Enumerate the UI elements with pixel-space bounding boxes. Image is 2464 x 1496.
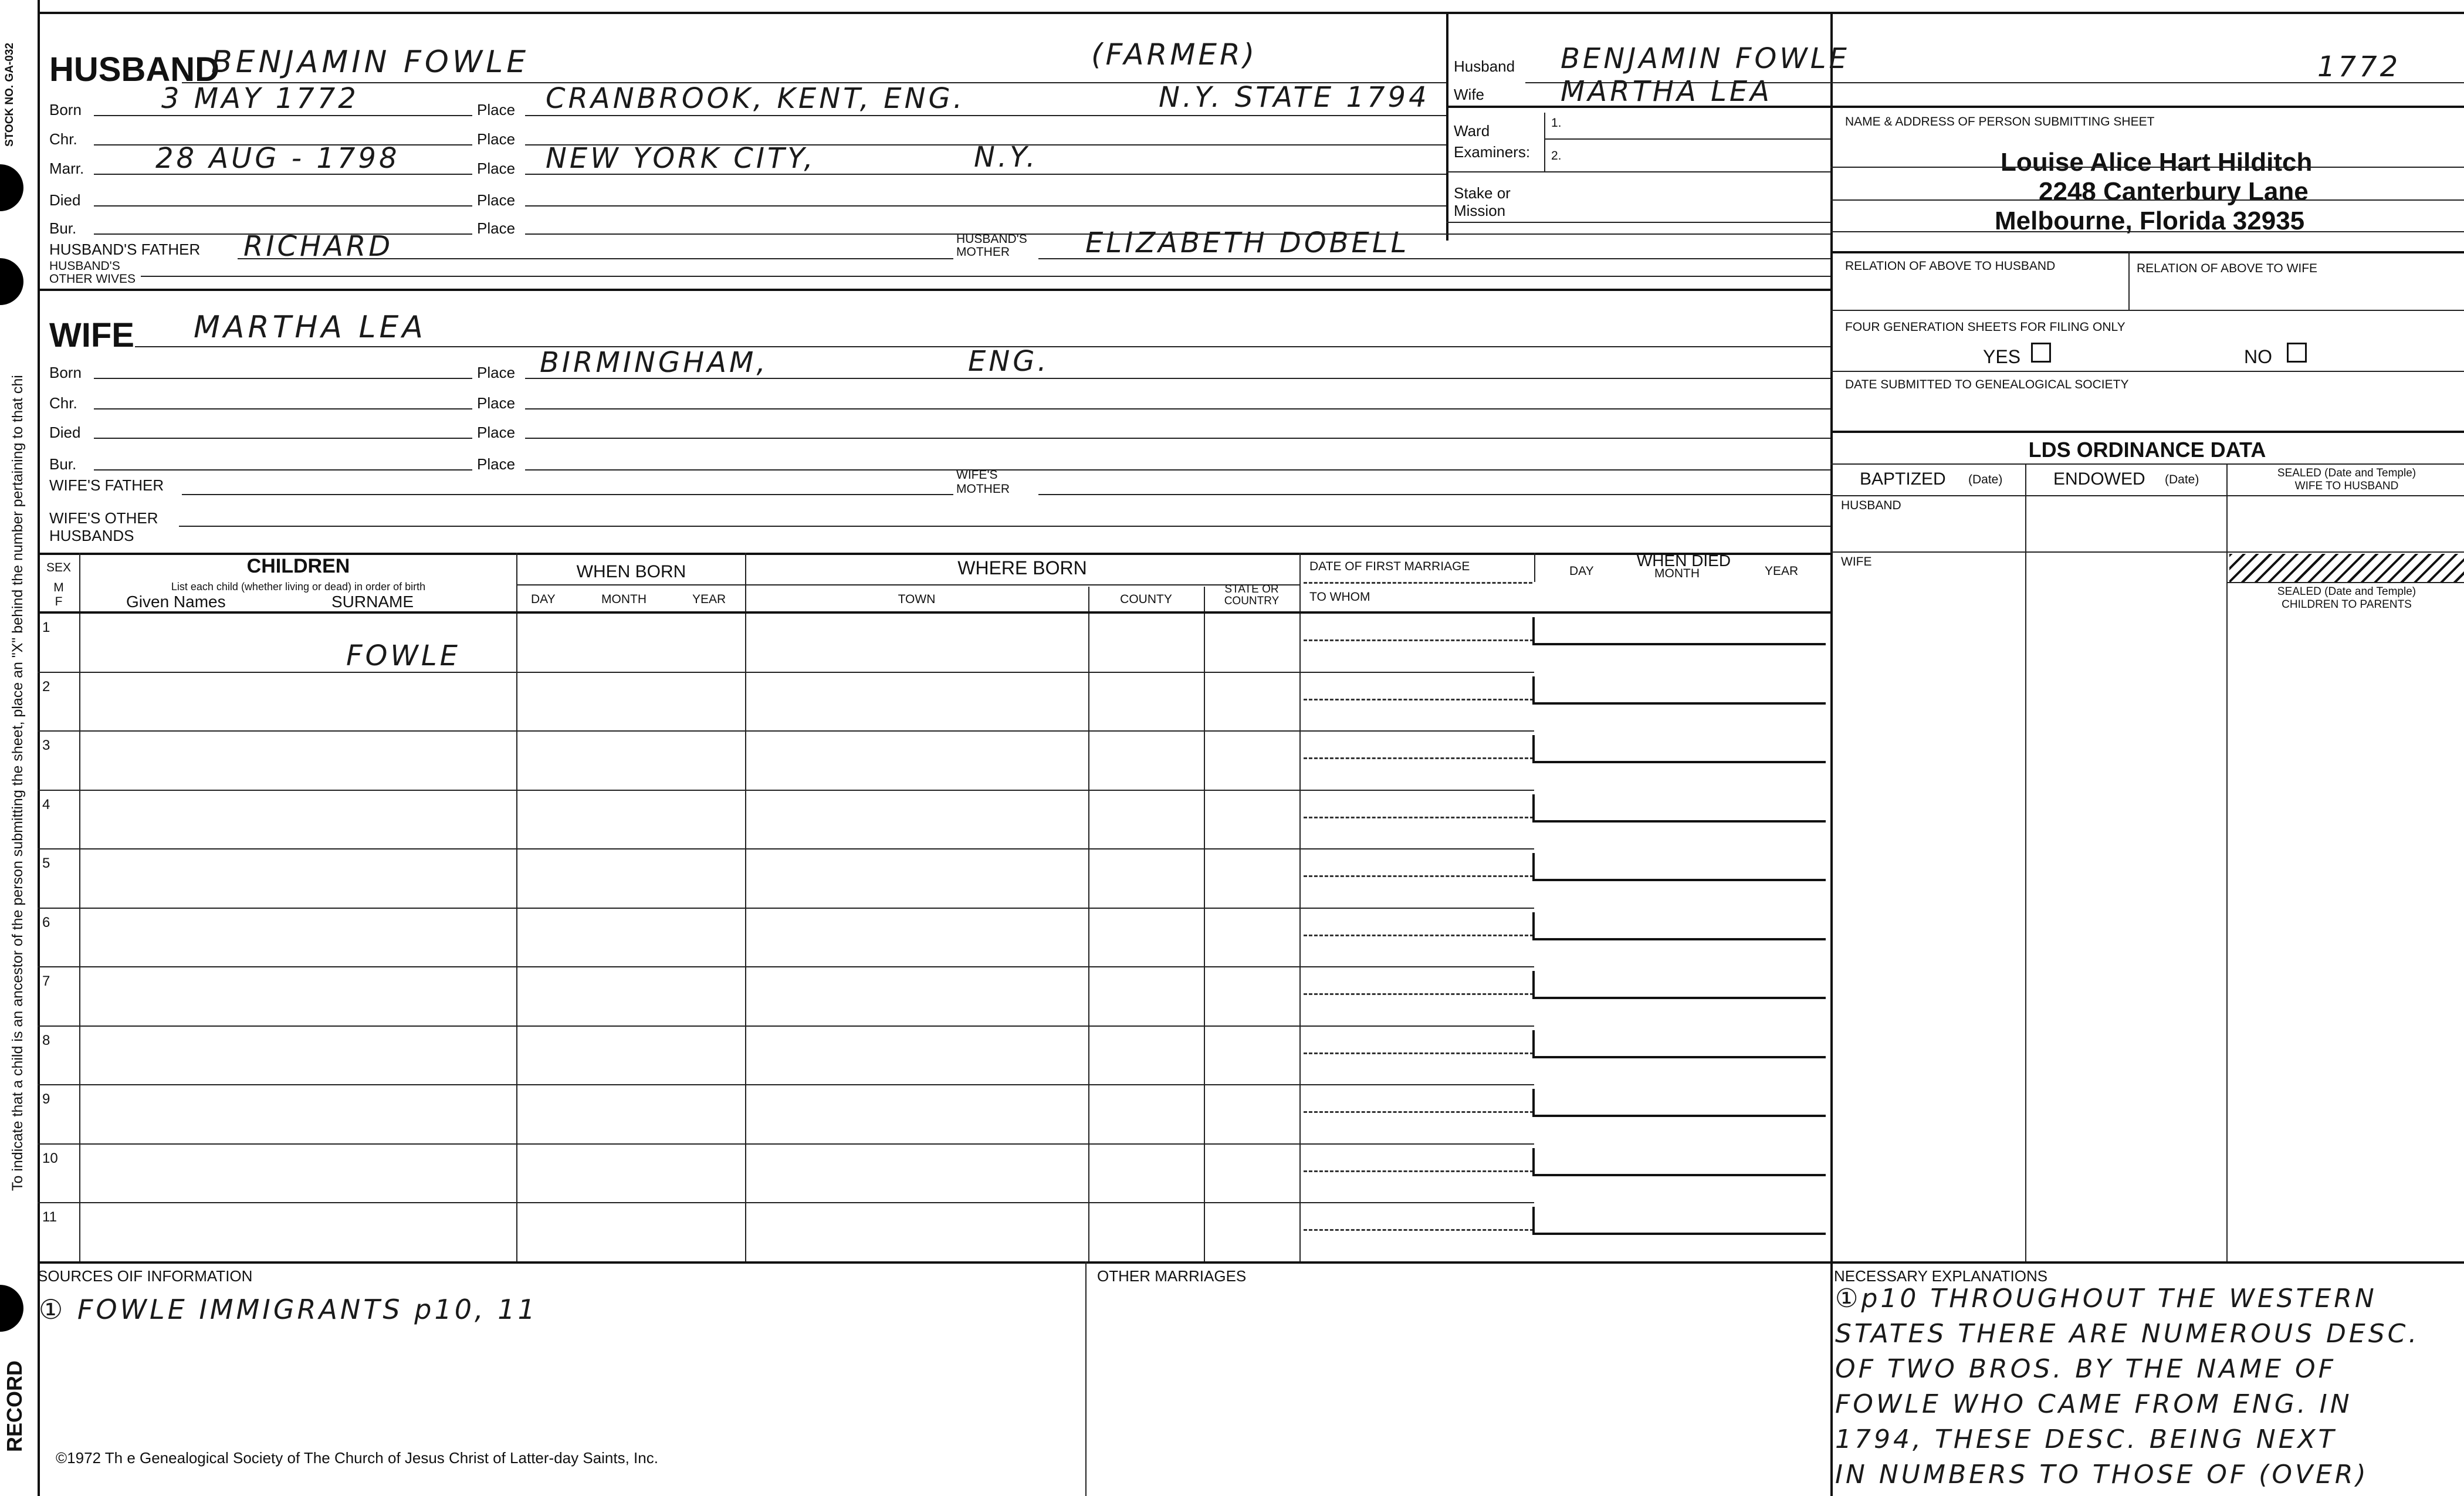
child-row-line: [38, 672, 1534, 673]
relation-bottom: [1830, 310, 2464, 311]
child-death-field[interactable]: [1532, 735, 1826, 763]
child-row-number: 6: [42, 915, 50, 930]
husband-born-date: 3 MAY 1772: [161, 82, 359, 115]
child-row-line: [38, 730, 1534, 732]
record-side-label: RECORD: [2, 1360, 26, 1452]
child-death-field[interactable]: [1532, 1148, 1826, 1176]
other-marriages-label: OTHER MARRIAGES: [1097, 1267, 1247, 1285]
explanation-line-1: ①p10 THROUGHOUT THE WESTERN: [1835, 1284, 2377, 1314]
place-label: Place: [477, 455, 516, 473]
place-label: Place: [477, 394, 516, 412]
wife-born-place-line: [525, 378, 1830, 379]
lds-wife-label: WIFE: [1841, 555, 1872, 568]
child-row-number: 1: [42, 620, 50, 635]
child-row-line: [38, 1202, 1534, 1203]
place-label: Place: [477, 424, 516, 441]
born-month-header: MONTH: [601, 593, 647, 606]
place-label: Place: [477, 219, 516, 237]
sealed-wife-label-1: SEALED (Date and Temple): [2277, 467, 2416, 479]
punch-hole-top: [0, 164, 23, 211]
wifes-mother-line: [1038, 494, 1830, 495]
examiner-1-line: [1544, 138, 1830, 140]
born-day-header: DAY: [531, 593, 556, 606]
wife-name: MARTHA LEA: [194, 310, 427, 345]
lds-header-line: [1830, 495, 2464, 496]
husband-heading: HUSBAND: [49, 50, 219, 89]
husband-marr-line: [94, 174, 472, 175]
endowed-label: ENDOWED: [2053, 469, 2145, 489]
husbands-other-wives-label-2: OTHER WIVES: [49, 272, 136, 286]
no-label: NO: [2244, 346, 2272, 367]
child-row-number: 5: [42, 855, 50, 871]
explanation-line-2: STATES THERE ARE NUMEROUS DESC.: [1835, 1319, 2420, 1349]
submitter-city: Melbourne, Florida 32935: [1995, 207, 2305, 235]
children-header-bottom: [38, 611, 1830, 614]
wife-bur-label: Bur.: [49, 455, 77, 473]
baptized-date-label: (Date): [1968, 473, 2003, 486]
examiners-label: Examiners:: [1454, 143, 1531, 161]
child-row-number: 10: [42, 1150, 58, 1166]
husband-born-line: [94, 115, 472, 116]
husbands-father-label: HUSBAND'S FATHER: [49, 241, 201, 258]
children-col-town: [1088, 587, 1089, 1263]
four-gen-bottom: [1830, 371, 2464, 372]
relation-divider: [2128, 251, 2130, 310]
children-title: CHILDREN: [246, 555, 350, 577]
examiner-2-line: [1446, 171, 1830, 172]
sealed-children-label-1: SEALED (Date and Temple): [2277, 585, 2416, 598]
yes-label: YES: [1983, 346, 2021, 367]
born-year-header: YEAR: [692, 593, 726, 606]
right-husband-year: 1772: [2317, 50, 2401, 83]
husband-marr-date: 28 AUG - 1798: [155, 142, 400, 175]
sources-text: ① FOWLE IMMIGRANTS p10, 11: [39, 1294, 538, 1325]
child-death-field[interactable]: [1532, 794, 1826, 823]
wifes-father-line: [182, 494, 953, 495]
stake-line: [1446, 222, 1830, 223]
sealed-children-label-2: CHILDREN TO PARENTS: [2282, 598, 2412, 611]
child-row-number: 9: [42, 1091, 50, 1107]
husband-marr-place-line: [525, 174, 1446, 175]
date-submitted-bottom: [1830, 431, 2464, 433]
child-row-line: [38, 790, 1534, 791]
husband-marr-state: N.Y.: [974, 141, 1038, 174]
right-wife-label: Wife: [1454, 86, 1484, 103]
child-row-line: [38, 1025, 1534, 1027]
husbands-mother: ELIZABETH DOBELL: [1085, 226, 1410, 259]
sex-header: SEX: [46, 561, 72, 574]
lds-husband-line: [1830, 551, 2464, 553]
town-header: TOWN: [898, 593, 936, 606]
husbands-other-wives-line: [141, 276, 1830, 277]
wife-chr-place-line: [525, 408, 1830, 409]
copyright: ©1972 Th e Genealogical Society of The Church of Jesus Christ of Latter-day Saints, Inc.: [56, 1449, 658, 1467]
lds-col-2: [2226, 463, 2228, 1263]
submitter-line-3: [1830, 231, 2464, 232]
baptized-label: BAPTIZED: [1860, 469, 1946, 489]
wifes-other-husbands-label-1: WIFE'S OTHER: [49, 509, 158, 527]
where-born-header: WHERE BORN: [957, 557, 1087, 578]
died-day-header: DAY: [1569, 564, 1594, 578]
mission-label: Mission: [1454, 202, 1506, 219]
right-husband-name: BENJAMIN FOWLE: [1561, 42, 1850, 75]
submitter-bottom: [1830, 251, 2464, 253]
right-husband-label: Husband: [1454, 57, 1515, 75]
necessary-explanations-label: NECESSARY EXPLANATIONS: [1834, 1267, 2048, 1285]
child-death-field[interactable]: [1532, 617, 1826, 645]
lds-title: LDS ORDINANCE DATA: [2028, 438, 2266, 462]
child-death-field[interactable]: [1532, 853, 1826, 881]
child-row-number: 4: [42, 797, 50, 813]
endowed-date-label: (Date): [2165, 473, 2199, 486]
child-marriage-dash: [1304, 1111, 1534, 1113]
right-wife-line: [1446, 106, 2464, 108]
when-born-header: WHEN BORN: [576, 562, 686, 581]
explanation-line-3: OF TWO BROS. BY THE NAME OF: [1835, 1354, 2336, 1384]
child-marriage-dash: [1304, 1170, 1534, 1172]
wife-chr-label: Chr.: [49, 394, 77, 412]
when-died-header: WHEN DIED: [1636, 551, 1731, 570]
wife-died-line: [94, 438, 472, 439]
submitter-line-2: [1830, 199, 2464, 201]
child-row-line: [38, 966, 1534, 967]
submitter-line-1: [1830, 167, 2464, 168]
wifes-other-husbands-line: [179, 526, 1830, 527]
relation-to-husband: RELATION OF ABOVE TO HUSBAND: [1845, 259, 2056, 273]
child-death-field[interactable]: [1532, 912, 1826, 940]
husbands-mother-label-1: HUSBAND'S: [956, 232, 1027, 246]
examiner-2: 2.: [1551, 149, 1562, 163]
child-row-number: 7: [42, 973, 50, 989]
punch-hole-bottom: [0, 1285, 23, 1332]
right-section-divider: [1830, 12, 1833, 1496]
child-marriage-dash: [1304, 993, 1534, 995]
child-1-surname: FOWLE: [346, 639, 461, 672]
children-table-bottom: [38, 1261, 2464, 1264]
sealed-wife-label-2: WIFE TO HUSBAND: [2294, 480, 2399, 492]
wife-died-place-line: [525, 438, 1830, 439]
wifes-mother-label-1: WIFE'S: [956, 468, 998, 482]
wife-born-line: [94, 378, 472, 379]
husband-occupation: (FARMER): [1091, 38, 1258, 72]
died-month-header: MONTH: [1654, 567, 1700, 580]
husband-born-note: N.Y. STATE 1794: [1159, 81, 1430, 114]
ward-label: Ward: [1454, 122, 1490, 140]
first-marriage-header: DATE OF FIRST MARRIAGE: [1309, 560, 1470, 573]
sex-m: M: [53, 581, 64, 594]
child-marriage-dash: [1304, 757, 1534, 759]
child-death-field[interactable]: [1532, 676, 1826, 705]
stock-number: STOCK NO. GA-032: [4, 42, 16, 147]
first-marriage-dash: [1304, 582, 1532, 584]
yes-checkbox[interactable]: [2031, 343, 2051, 363]
sources-label: SOURCES OIF INFORMATION: [38, 1267, 253, 1285]
county-header: COUNTY: [1120, 593, 1172, 606]
husband-marr-place: NEW YORK CITY,: [546, 142, 816, 175]
examiners-divider: [1544, 113, 1545, 171]
place-label: Place: [477, 191, 516, 209]
husband-born-place: CRANBROOK, KENT, ENG.: [546, 82, 965, 115]
surname-header: SURNAME: [331, 593, 414, 611]
punch-hole-middle: [0, 258, 23, 305]
husbands-other-wives-label-1: HUSBAND'S: [49, 259, 120, 273]
right-wife-name: MARTHA LEA: [1561, 75, 1773, 108]
husband-name: BENJAMIN FOWLE: [211, 45, 530, 80]
wife-born-country: ENG.: [968, 345, 1050, 378]
child-death-field[interactable]: [1532, 1207, 1826, 1235]
wifes-father-label: WIFE'S FATHER: [49, 476, 164, 494]
wife-died-label: Died: [49, 424, 81, 441]
husband-marr-label: Marr.: [49, 160, 84, 177]
submitter-label: NAME & ADDRESS OF PERSON SUBMITTING SHEET: [1845, 115, 2155, 128]
child-marriage-dash: [1304, 1052, 1534, 1054]
child-marriage-dash: [1304, 875, 1534, 877]
state-header-2: COUNTRY: [1224, 595, 1280, 607]
wife-born-label: Born: [49, 364, 82, 381]
place-label: Place: [477, 101, 516, 119]
children-col-marriage: [1534, 553, 1535, 582]
child-marriage-dash: [1304, 639, 1534, 641]
wifes-mother-label-2: MOTHER: [956, 482, 1010, 496]
child-row-line: [38, 908, 1534, 909]
children-instruction: List each child (whether living or dead) in order of birth: [171, 581, 426, 593]
given-names-header: Given Names: [126, 593, 226, 611]
husband-chr-label: Chr.: [49, 130, 77, 148]
child-row-number: 8: [42, 1033, 50, 1048]
child-row-line: [38, 1143, 1534, 1145]
explanation-line-5: 1794, THESE DESC. BEING NEXT: [1835, 1424, 2337, 1454]
wife-bur-line: [94, 469, 472, 471]
place-label: Place: [477, 364, 516, 381]
husbands-mother-line: [1038, 258, 1830, 259]
husbands-father-line: [238, 258, 953, 259]
lds-title-line: [1830, 463, 2464, 465]
explanation-line-6: IN NUMBERS TO THOSE OF (OVER): [1835, 1460, 2369, 1490]
wife-bur-place-line: [525, 469, 1830, 471]
child-row-line: [38, 1084, 1534, 1085]
died-year-header: YEAR: [1765, 564, 1799, 578]
submitter-street: 2248 Canterbury Lane: [2039, 177, 2309, 206]
lds-col-1: [2025, 463, 2026, 1263]
ancestor-instruction: To indicate that a child is an ancestor of the person submitting the sheet, place an "X" behind the number pertaining to that chi: [9, 375, 26, 1191]
child-row-number: 3: [42, 737, 50, 753]
child-marriage-dash: [1304, 817, 1534, 818]
children-col-county: [1204, 587, 1205, 1263]
child-row-number: 11: [42, 1209, 57, 1225]
child-death-field[interactable]: [1532, 1089, 1826, 1117]
state-header-1: STATE OR: [1224, 583, 1279, 595]
husbands-mother-label-2: MOTHER: [956, 245, 1010, 259]
stake-label: Stake or: [1454, 184, 1511, 202]
wife-heading: WIFE: [49, 316, 134, 354]
wife-chr-line: [94, 408, 472, 409]
lds-husband-label: HUSBAND: [1841, 499, 1901, 512]
husbands-father: RICHARD: [243, 230, 394, 263]
husband-section-bottom: [38, 289, 1830, 291]
husband-born-label: Born: [49, 101, 82, 119]
child-marriage-dash: [1304, 935, 1534, 936]
to-whom-header: TO WHOM: [1309, 590, 1370, 604]
hatched-area: [2229, 554, 2464, 582]
top-border: [38, 12, 2464, 14]
child-row-number: 2: [42, 679, 50, 695]
no-checkbox[interactable]: [2287, 343, 2307, 363]
child-row-line: [38, 848, 1534, 849]
husband-bur-label: Bur.: [49, 219, 77, 237]
husband-born-place-line: [525, 115, 1446, 116]
date-submitted-label: DATE SUBMITTED TO GENEALOGICAL SOCIETY: [1845, 378, 2129, 391]
sex-f: F: [55, 595, 63, 608]
when-born-sub-line: [516, 584, 745, 585]
wifes-other-husbands-label-2: HUSBANDS: [49, 527, 134, 544]
child-death-field[interactable]: [1532, 1030, 1826, 1058]
child-death-field[interactable]: [1532, 971, 1826, 999]
husband-died-line: [94, 205, 472, 207]
place-label: Place: [477, 160, 516, 177]
center-divider-top: [1446, 12, 1448, 241]
wife-born-place: BIRMINGHAM,: [540, 346, 769, 379]
husband-died-label: Died: [49, 191, 81, 209]
examiner-1: 1.: [1551, 116, 1562, 130]
husband-died-place-line: [525, 205, 1446, 207]
hatch-line: [2226, 582, 2464, 583]
submitter-name: Louise Alice Hart Hilditch: [2001, 148, 2313, 177]
relation-to-wife: RELATION OF ABOVE TO WIFE: [2137, 262, 2318, 275]
other-marriages-divider: [1085, 1261, 1087, 1496]
child-marriage-dash: [1304, 699, 1534, 700]
explanation-line-4: FOWLE WHO CAME FROM ENG. IN: [1835, 1389, 2353, 1419]
four-generation-label: FOUR GENERATION SHEETS FOR FILING ONLY: [1845, 320, 2125, 334]
place-label: Place: [477, 130, 516, 148]
child-marriage-dash: [1304, 1229, 1534, 1231]
